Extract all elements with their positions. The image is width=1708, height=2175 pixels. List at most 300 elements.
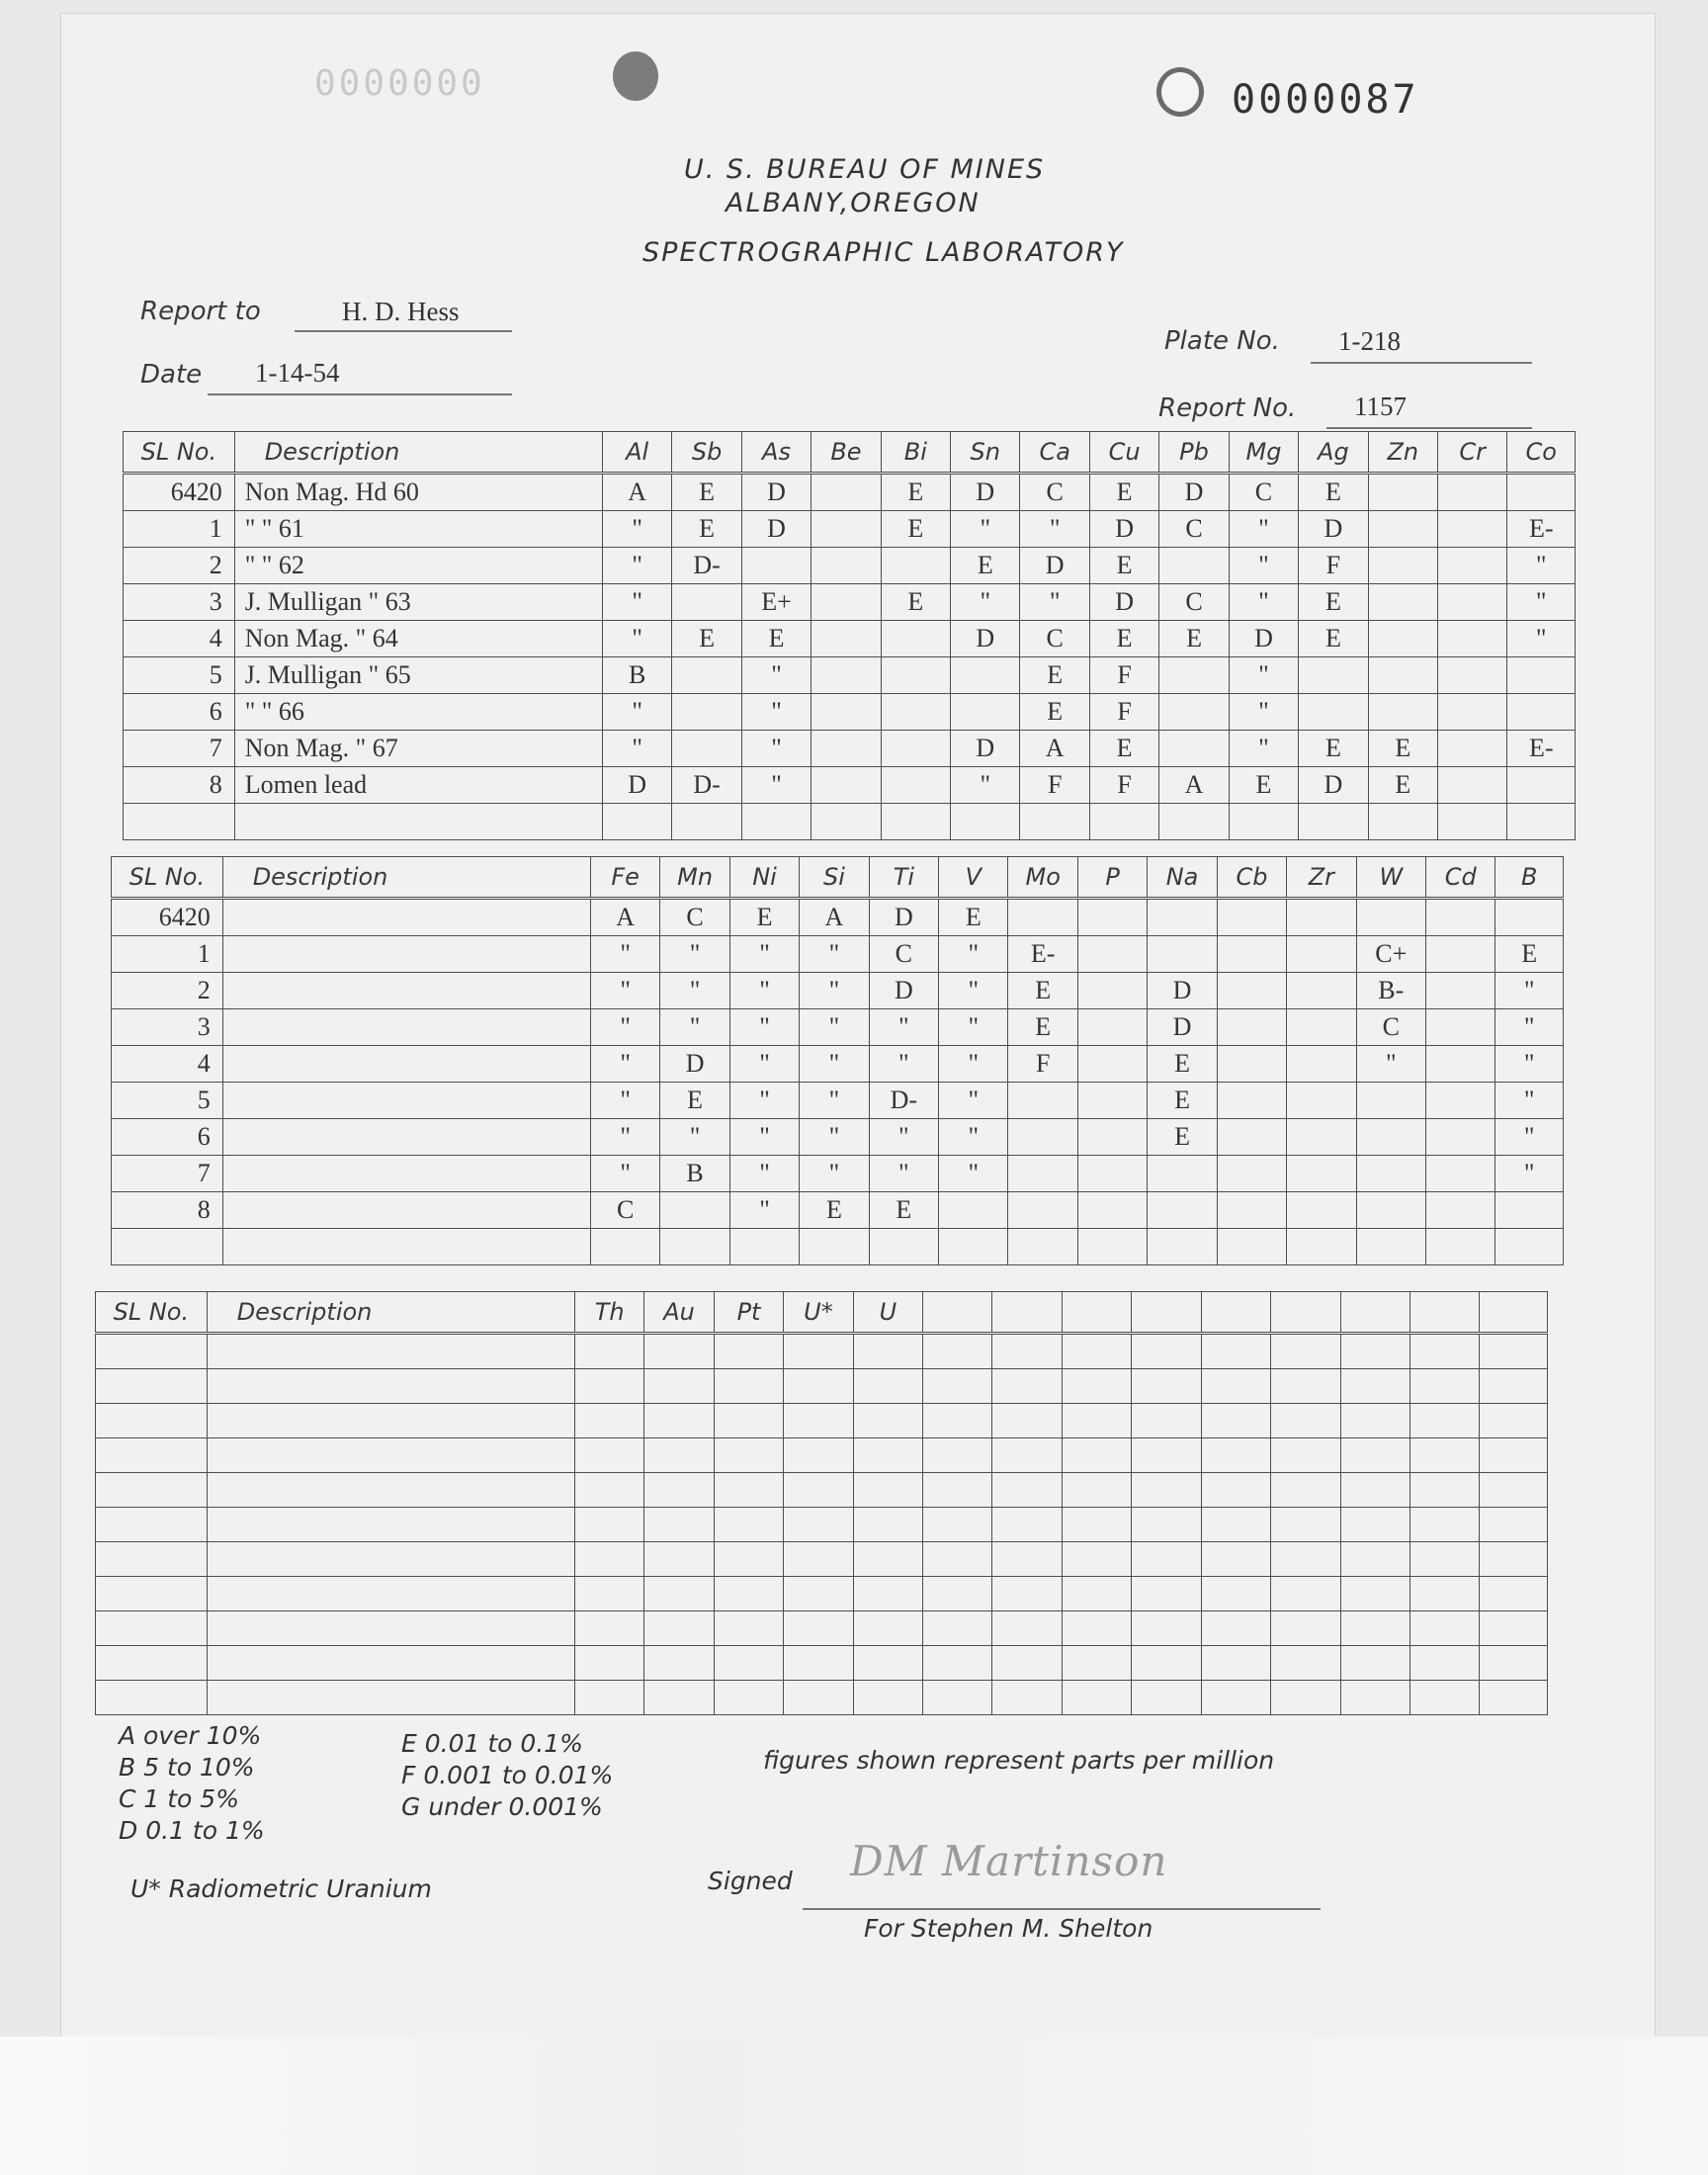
grade-cell: C <box>660 899 729 936</box>
grade-cell: C <box>590 1192 659 1229</box>
blank-cell <box>1201 1508 1270 1542</box>
blank-cell <box>1410 1681 1480 1715</box>
grade-cell: " <box>602 621 671 657</box>
element-header: Fe <box>590 857 659 899</box>
grade-cell <box>1148 1192 1217 1229</box>
grade-cell: D <box>951 731 1020 767</box>
blank-cell <box>853 1438 922 1473</box>
grade-cell <box>811 804 881 840</box>
grade-cell: C <box>869 936 938 973</box>
table-header-row <box>96 1292 1548 1334</box>
sample-description <box>234 804 602 840</box>
grade-cell: " <box>729 1119 799 1156</box>
element-header <box>1132 1292 1201 1334</box>
element-header: Cu <box>1089 432 1158 474</box>
blank-cell <box>1410 1508 1480 1542</box>
grade-cell: E <box>1089 731 1158 767</box>
grade-cell: " <box>869 1119 938 1156</box>
grade-cell: D <box>1299 767 1368 804</box>
grade-cell <box>1507 474 1576 511</box>
element-header: P <box>1077 857 1147 899</box>
legend-grades-1 <box>119 1720 265 1847</box>
grade-cell: " <box>869 1009 938 1046</box>
blank-cell <box>1410 1542 1480 1577</box>
blank-cell <box>992 1611 1062 1646</box>
grade-cell <box>1299 694 1368 731</box>
grade-cell: " <box>1495 1083 1564 1119</box>
grade-cell <box>1495 1192 1564 1229</box>
grade-cell <box>800 1229 869 1265</box>
blank-cell <box>96 1438 208 1473</box>
blank-cell <box>644 1681 714 1715</box>
blank-cell <box>96 1369 208 1404</box>
grade-cell: " <box>951 584 1020 621</box>
sample-number: 2 <box>124 548 235 584</box>
grade-cell: E+ <box>741 584 811 621</box>
element-header: Sn <box>951 432 1020 474</box>
grade-cell <box>1008 1083 1077 1119</box>
legend-item: D 0.1 to 1% <box>119 1816 265 1845</box>
table-row <box>112 1156 1564 1192</box>
grade-cell: " <box>590 1156 659 1192</box>
grade-cell: " <box>741 767 811 804</box>
blank-cell <box>1480 1438 1548 1473</box>
blank-cell <box>1062 1681 1131 1715</box>
grade-cell: " <box>1495 1119 1564 1156</box>
element-header: V <box>939 857 1008 899</box>
blank-cell <box>992 1681 1062 1715</box>
report-no-label: Report No. <box>1158 393 1297 423</box>
grade-cell <box>1217 1009 1286 1046</box>
grade-cell <box>1148 1156 1217 1192</box>
table-row <box>112 1046 1564 1083</box>
blank-cell <box>1271 1438 1340 1473</box>
blank-cell <box>1271 1334 1340 1369</box>
legend-item: E 0.01 to 0.1% <box>401 1729 583 1758</box>
grade-cell <box>811 657 881 694</box>
blank-cell <box>853 1473 922 1508</box>
grade-cell <box>1356 1119 1425 1156</box>
element-header: Pb <box>1159 432 1229 474</box>
grade-cell <box>1148 899 1217 936</box>
sample-description <box>222 899 590 936</box>
grade-cell: E <box>1008 973 1077 1009</box>
element-header: Ca <box>1020 432 1089 474</box>
blank-cell <box>574 1577 643 1611</box>
grade-cell: " <box>602 511 671 548</box>
grade-cell <box>811 548 881 584</box>
sample-number: 1 <box>112 936 223 973</box>
grade-cell: " <box>602 694 671 731</box>
grade-cell: " <box>1229 548 1298 584</box>
blank-cell <box>1062 1334 1131 1369</box>
grade-cell <box>881 548 950 584</box>
grade-cell <box>1020 804 1089 840</box>
grade-cell: " <box>951 511 1020 548</box>
blank-cell <box>1271 1681 1340 1715</box>
blank-cell <box>644 1404 714 1438</box>
blank-cell <box>992 1438 1062 1473</box>
blank-cell <box>992 1404 1062 1438</box>
grade-cell <box>1426 1229 1495 1265</box>
grade-cell <box>660 1192 729 1229</box>
grade-cell: D <box>1089 511 1158 548</box>
sample-number <box>124 804 235 840</box>
grade-cell: C <box>1356 1009 1425 1046</box>
grade-cell: C <box>1159 584 1229 621</box>
table-row <box>124 584 1576 621</box>
element-header <box>992 1292 1062 1334</box>
blank-cell <box>1201 1646 1270 1681</box>
blank-cell <box>1480 1681 1548 1715</box>
grade-cell: E- <box>1507 731 1576 767</box>
grade-cell <box>939 1192 1008 1229</box>
grade-cell <box>1438 804 1507 840</box>
report-to-value: H. D. Hess <box>342 297 460 326</box>
blank-cell <box>1410 1369 1480 1404</box>
grade-cell: " <box>729 1009 799 1046</box>
sample-description: Non Mag. " 64 <box>234 621 602 657</box>
grade-cell: " <box>590 1083 659 1119</box>
blank-row <box>96 1473 1548 1508</box>
grade-cell: " <box>939 1156 1008 1192</box>
grade-cell <box>672 804 741 840</box>
grade-cell <box>1368 694 1437 731</box>
element-header: W <box>1356 857 1425 899</box>
grade-cell <box>1426 1156 1495 1192</box>
table-header-row <box>112 857 1564 899</box>
blank-cell <box>1340 1681 1409 1715</box>
blank-cell <box>1410 1577 1480 1611</box>
grade-cell: D <box>602 767 671 804</box>
sample-description <box>222 1009 590 1046</box>
grade-cell <box>1299 804 1368 840</box>
grade-cell: D <box>869 899 938 936</box>
blank-cell <box>714 1611 783 1646</box>
legend-item: C 1 to 5% <box>119 1784 239 1813</box>
grade-cell <box>881 621 950 657</box>
blank-cell <box>96 1508 208 1542</box>
blank-cell <box>1271 1577 1340 1611</box>
table-row <box>112 899 1564 936</box>
grade-cell <box>1217 1156 1286 1192</box>
sample-number: 3 <box>112 1009 223 1046</box>
blank-cell <box>644 1577 714 1611</box>
blank-cell <box>574 1542 643 1577</box>
grade-cell <box>881 767 950 804</box>
grade-cell: " <box>1495 973 1564 1009</box>
grade-cell: E <box>1020 657 1089 694</box>
blank-cell <box>1201 1404 1270 1438</box>
blank-cell <box>992 1473 1062 1508</box>
element-header: Pt <box>714 1292 783 1334</box>
grade-cell <box>1159 804 1229 840</box>
grade-cell <box>1426 1192 1495 1229</box>
blank-cell <box>1062 1473 1131 1508</box>
ppm-note: figures shown represent parts per million <box>763 1746 1275 1775</box>
blank-cell <box>1132 1404 1201 1438</box>
grade-cell <box>1217 1229 1286 1265</box>
grade-cell: " <box>939 1009 1008 1046</box>
grade-cell: A <box>1020 731 1089 767</box>
blank-cell <box>1062 1646 1131 1681</box>
grade-cell: " <box>590 936 659 973</box>
grade-cell <box>1356 1229 1425 1265</box>
grade-cell <box>1008 899 1077 936</box>
grade-cell <box>1507 694 1576 731</box>
grade-cell <box>881 657 950 694</box>
blank-cell <box>853 1646 922 1681</box>
blank-row <box>96 1542 1548 1577</box>
blank-cell <box>207 1577 574 1611</box>
grade-cell <box>881 694 950 731</box>
sample-description: " " 61 <box>234 511 602 548</box>
sl-no-header: SL No. <box>112 857 223 899</box>
blank-cell <box>1132 1334 1201 1369</box>
signature-line <box>803 1908 1321 1910</box>
grade-cell <box>1426 1083 1495 1119</box>
grade-cell: " <box>1020 584 1089 621</box>
plate-value: 1-218 <box>1338 326 1401 356</box>
grade-cell <box>1438 474 1507 511</box>
sample-description <box>222 1119 590 1156</box>
grade-cell: E <box>660 1083 729 1119</box>
grade-cell: E- <box>1507 511 1576 548</box>
grade-cell: D <box>741 474 811 511</box>
blank-cell <box>207 1334 574 1369</box>
blank-cell <box>1271 1542 1340 1577</box>
grade-cell: E <box>729 899 799 936</box>
blank-cell <box>923 1681 992 1715</box>
grade-cell: " <box>1229 731 1298 767</box>
blank-cell <box>1271 1404 1340 1438</box>
element-header: Mg <box>1229 432 1298 474</box>
grade-cell <box>1159 657 1229 694</box>
blank-cell <box>574 1369 643 1404</box>
blank-cell <box>1480 1334 1548 1369</box>
blank-cell <box>992 1508 1062 1542</box>
blank-cell <box>1201 1473 1270 1508</box>
legend-item: B 5 to 10% <box>119 1753 255 1782</box>
table-row <box>112 1119 1564 1156</box>
blank-cell <box>853 1611 922 1646</box>
element-header: U <box>853 1292 922 1334</box>
blank-cell <box>1410 1334 1480 1369</box>
grade-cell <box>1438 694 1507 731</box>
grade-cell <box>811 731 881 767</box>
sample-description: J. Mulligan " 63 <box>234 584 602 621</box>
table-row <box>124 511 1576 548</box>
element-header: Al <box>602 432 671 474</box>
grade-cell: E <box>1020 694 1089 731</box>
sample-description: Non Mag. " 67 <box>234 731 602 767</box>
blank-cell <box>784 1508 853 1542</box>
blank-cell <box>1132 1577 1201 1611</box>
grade-cell: " <box>800 973 869 1009</box>
grade-cell <box>811 584 881 621</box>
grade-cell: E <box>1299 621 1368 657</box>
grade-cell: E <box>1089 621 1158 657</box>
grade-cell: " <box>1020 511 1089 548</box>
element-header <box>1340 1292 1409 1334</box>
blank-cell <box>1410 1646 1480 1681</box>
blank-cell <box>1480 1369 1548 1404</box>
table-row <box>112 1192 1564 1229</box>
grade-cell <box>1159 694 1229 731</box>
grade-cell: D <box>1299 511 1368 548</box>
sample-number: 8 <box>112 1192 223 1229</box>
blank-cell <box>1201 1438 1270 1473</box>
grade-cell <box>1438 584 1507 621</box>
table-row <box>112 1083 1564 1119</box>
element-header <box>923 1292 992 1334</box>
report-no-value: 1157 <box>1354 392 1407 421</box>
date-value: 1-14-54 <box>255 358 340 388</box>
blank-cell <box>923 1646 992 1681</box>
grade-cell <box>1495 899 1564 936</box>
blank-cell <box>96 1542 208 1577</box>
blank-cell <box>714 1404 783 1438</box>
element-header <box>1480 1292 1548 1334</box>
element-header <box>1410 1292 1480 1334</box>
grade-cell <box>1368 657 1437 694</box>
grade-cell: E <box>672 511 741 548</box>
grade-cell <box>1299 657 1368 694</box>
grade-cell: F <box>1008 1046 1077 1083</box>
grade-cell: " <box>660 936 729 973</box>
blank-cell <box>714 1577 783 1611</box>
grade-cell: " <box>1507 548 1576 584</box>
grade-cell: A <box>800 899 869 936</box>
grade-cell: " <box>869 1046 938 1083</box>
blank-cell <box>784 1404 853 1438</box>
grade-cell: " <box>729 1156 799 1192</box>
grade-cell: D <box>660 1046 729 1083</box>
title-laboratory: SPECTROGRAPHIC LABORATORY <box>642 237 1125 268</box>
grade-cell: " <box>939 1083 1008 1119</box>
grade-cell <box>1077 1083 1147 1119</box>
grade-cell: " <box>800 1009 869 1046</box>
blank-cell <box>853 1508 922 1542</box>
grade-cell: E <box>881 511 950 548</box>
blank-cell <box>96 1681 208 1715</box>
blank-cell <box>207 1438 574 1473</box>
blank-cell <box>784 1369 853 1404</box>
plate-label: Plate No. <box>1164 326 1280 356</box>
blank-cell <box>574 1681 643 1715</box>
blank-cell <box>1340 1577 1409 1611</box>
blank-cell <box>1271 1369 1340 1404</box>
blank-cell <box>1480 1473 1548 1508</box>
grade-cell <box>1426 1046 1495 1083</box>
sl-no-header: SL No. <box>124 432 235 474</box>
legend-item: F 0.001 to 0.01% <box>401 1761 614 1789</box>
table-row <box>112 1009 1564 1046</box>
grade-cell: " <box>1507 584 1576 621</box>
punch-hole <box>613 51 658 101</box>
grade-cell: " <box>869 1156 938 1192</box>
grade-cell: " <box>951 767 1020 804</box>
date-label: Date <box>140 360 203 390</box>
grade-cell: D <box>1148 1009 1217 1046</box>
blank-cell <box>1201 1577 1270 1611</box>
table-row <box>124 767 1576 804</box>
uranium-note: U* Radiometric Uranium <box>130 1874 432 1903</box>
blank-cell <box>1410 1611 1480 1646</box>
sample-description <box>222 1229 590 1265</box>
grade-cell <box>672 731 741 767</box>
grade-cell <box>1438 621 1507 657</box>
grade-cell <box>1287 1009 1356 1046</box>
grade-cell <box>939 1229 1008 1265</box>
blank-row <box>96 1438 1548 1473</box>
grade-cell <box>1077 936 1147 973</box>
grade-cell: " <box>1507 621 1576 657</box>
element-header: Bi <box>881 432 950 474</box>
element-header: Cb <box>1217 857 1286 899</box>
sample-number <box>112 1229 223 1265</box>
blank-cell <box>1480 1542 1548 1577</box>
blank-cell <box>96 1611 208 1646</box>
legend-item: A over 10% <box>119 1721 262 1750</box>
element-header: Ag <box>1299 432 1368 474</box>
blank-cell <box>714 1681 783 1715</box>
blank-cell <box>714 1473 783 1508</box>
grade-cell: " <box>729 1192 799 1229</box>
grade-cell: A <box>602 474 671 511</box>
grade-cell: E <box>1299 731 1368 767</box>
grade-cell <box>1368 584 1437 621</box>
grade-cell <box>729 1229 799 1265</box>
grade-cell <box>1438 548 1507 584</box>
grade-cell <box>1287 1119 1356 1156</box>
grade-cell: C <box>1159 511 1229 548</box>
grade-cell: A <box>590 899 659 936</box>
element-header <box>1201 1292 1270 1334</box>
blank-row <box>96 1404 1548 1438</box>
element-table-2 <box>111 856 1564 1265</box>
grade-cell: " <box>590 1046 659 1083</box>
blank-cell <box>1340 1646 1409 1681</box>
element-header: Au <box>644 1292 714 1334</box>
grade-cell <box>1287 899 1356 936</box>
blank-cell <box>207 1646 574 1681</box>
sample-description <box>222 1156 590 1192</box>
grade-cell <box>1008 1229 1077 1265</box>
table-row <box>112 936 1564 973</box>
title-bureau: U. S. BUREAU OF MINES <box>684 154 1046 185</box>
blank-cell <box>1271 1473 1340 1508</box>
blank-cell <box>1340 1473 1409 1508</box>
element-header: Cr <box>1438 432 1507 474</box>
grade-cell: " <box>590 1009 659 1046</box>
grade-cell: " <box>590 973 659 1009</box>
blank-row <box>96 1369 1548 1404</box>
blank-cell <box>1201 1369 1270 1404</box>
blank-cell <box>784 1473 853 1508</box>
grade-cell: " <box>660 973 729 1009</box>
grade-cell <box>1507 657 1576 694</box>
blank-cell <box>784 1646 853 1681</box>
grade-cell <box>1356 1192 1425 1229</box>
table-row <box>112 1229 1564 1265</box>
blank-cell <box>1340 1611 1409 1646</box>
blank-cell <box>207 1473 574 1508</box>
grade-cell: " <box>660 1009 729 1046</box>
blank-cell <box>96 1334 208 1369</box>
blank-cell <box>1132 1369 1201 1404</box>
blank-cell <box>644 1369 714 1404</box>
